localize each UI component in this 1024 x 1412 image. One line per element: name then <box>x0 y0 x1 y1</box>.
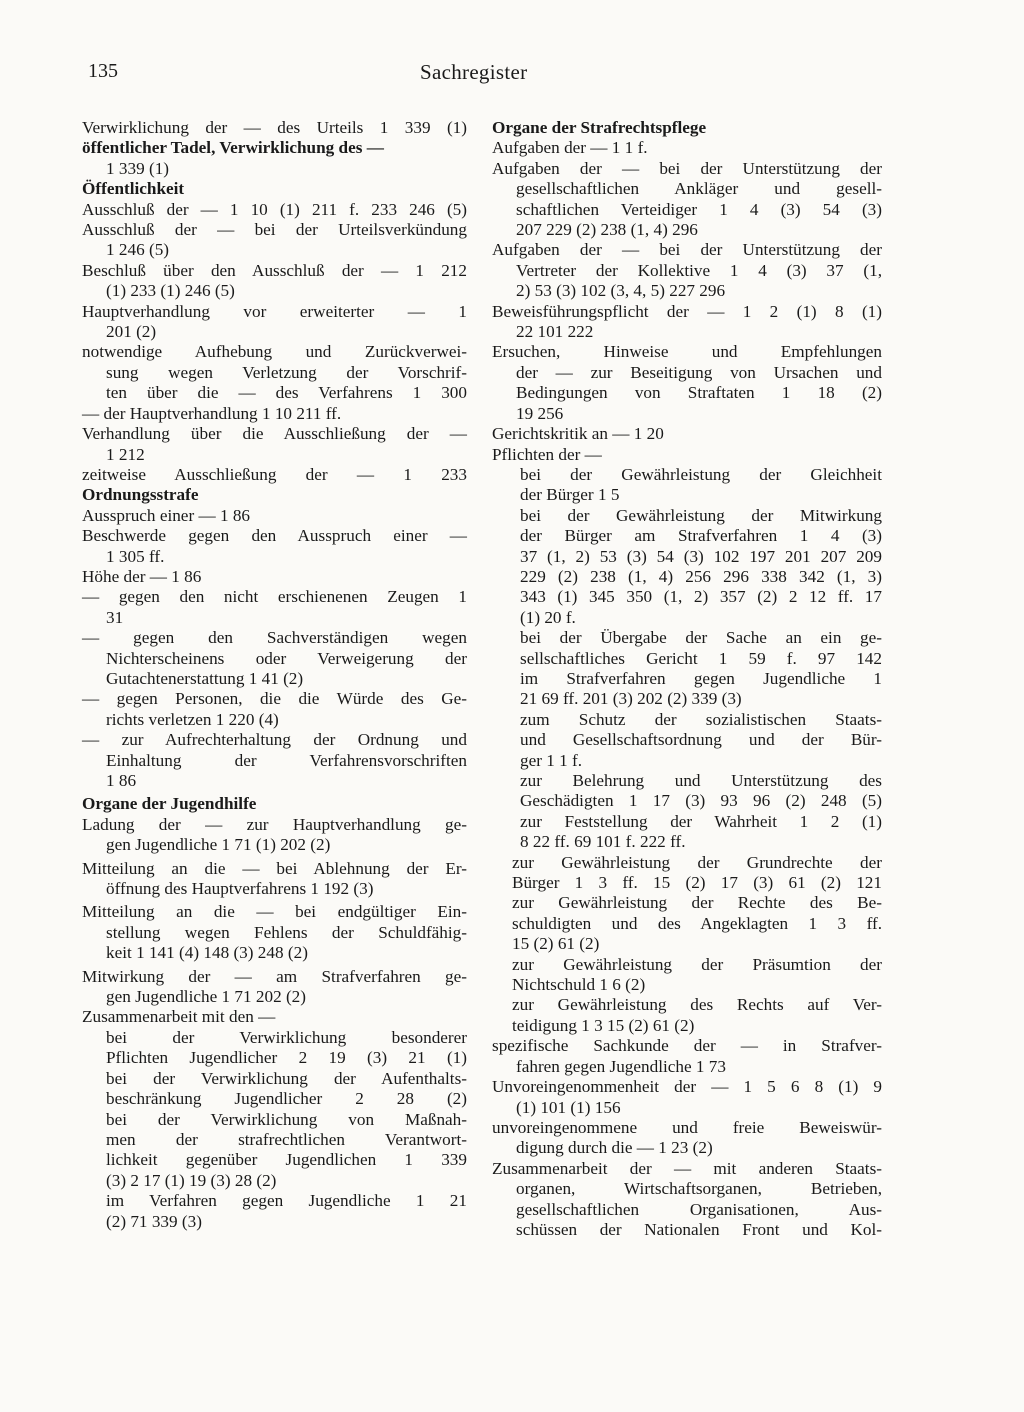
index-line: im Strafverfahren gegen Jugendliche 1 <box>520 668 882 688</box>
index-line: Verwirklichung der — des Urteils 1 339 (1) <box>82 118 467 137</box>
page-number: 135 <box>88 60 118 82</box>
index-line: 1 339 (1) <box>106 158 170 178</box>
index-line: unvoreingenommene und freie Beweiswür- <box>492 1117 882 1137</box>
index-line: im Verfahren gegen Jugendliche 1 21 <box>106 1191 467 1211</box>
index-line: lichkeit gegenüber Jugendlichen 1 339 <box>106 1150 467 1170</box>
index-line: (3) 2 17 (1) 19 (3) 28 (2) <box>106 1170 277 1190</box>
index-line: Beschluß über den Ausschluß der — 1 212 <box>82 260 467 280</box>
index-line: Geschädigten 1 17 (3) 93 96 (2) 248 (5) <box>520 791 882 811</box>
index-line: sellschaftliches Gericht 1 59 f. 97 142 <box>520 648 882 668</box>
index-line: gesellschaftlichen Ankläger und gesell- <box>516 179 882 199</box>
index-line: Ladung der — zur Hauptverhandlung ge- <box>82 814 467 834</box>
index-heading: Ordnungsstrafe <box>82 485 199 505</box>
index-line: 343 (1) 345 350 (1, 2) 357 (2) 2 12 ff. 17 <box>520 587 882 607</box>
index-line: 207 229 (2) 238 (1, 4) 296 <box>516 220 698 240</box>
index-line: der Bürger 1 5 <box>520 485 620 505</box>
index-line: notwendige Aufhebung und Zurückverwei- <box>82 342 467 362</box>
index-line: beschränkung Jugendlicher 2 28 (2) <box>106 1089 467 1109</box>
index-line: (1) 233 (1) 246 (5) <box>106 281 235 301</box>
index-line: (1) 101 (1) 156 <box>516 1097 621 1117</box>
index-line: 8 22 ff. 69 101 f. 222 ff. <box>520 832 686 852</box>
index-line: ger 1 1 f. <box>520 750 583 770</box>
index-line: sung wegen Verletzung der Vorschrif- <box>106 362 467 382</box>
index-line: 1 246 (5) <box>106 240 170 260</box>
index-line: 15 (2) 61 (2) <box>512 934 600 954</box>
index-line: gesellschaftlichen Organisationen, Aus- <box>516 1199 882 1219</box>
index-line: Mitteilung an die — bei Ablehnung der Er- <box>82 858 467 878</box>
index-heading: Organe der Jugendhilfe <box>82 794 257 814</box>
index-line: Einhaltung der Verfahrensvorschriften <box>106 750 467 770</box>
index-line: — gegen Personen, die die Würde des Ge- <box>82 689 467 709</box>
index-line: Bedingungen von Straftaten 1 18 (2) <box>516 383 882 403</box>
index-column-right <box>492 118 882 1240</box>
index-line: 201 (2) <box>106 322 157 342</box>
index-line: 19 256 <box>516 403 564 423</box>
index-line: — gegen den nicht erschienenen Zeugen 1 <box>82 587 467 607</box>
index-line: zur Feststellung der Wahrheit 1 2 (1) <box>520 811 882 831</box>
index-line: bei der Verwirklichung der Aufenthalts- <box>106 1068 467 1088</box>
running-title: Sachregister <box>420 60 528 84</box>
index-line: öffnung des Hauptverfahrens 1 192 (3) <box>106 879 374 899</box>
index-column-left <box>82 118 467 1232</box>
index-line: spezifische Sachkunde der — in Strafver- <box>492 1036 882 1056</box>
index-line: zur Gewährleistung der Grundrechte der <box>512 852 882 872</box>
index-line: 1 212 <box>106 444 145 464</box>
index-line: 1 86 <box>106 771 137 790</box>
index-line: Pflichten der — <box>492 444 602 464</box>
index-line: gen Jugendliche 1 71 202 (2) <box>106 987 306 1007</box>
index-line: (2) 71 339 (3) <box>106 1211 202 1231</box>
index-line: Vertreter der Kollektive 1 4 (3) 37 (1, <box>516 260 882 280</box>
index-line: der — zur Beseitigung von Ursachen und <box>516 362 882 382</box>
index-line: keit 1 141 (4) 148 (3) 248 (2) <box>106 943 308 963</box>
index-line: und Gesellschaftsordnung und der Bür- <box>520 730 882 750</box>
index-line: fahren gegen Jugendliche 1 73 <box>516 1056 726 1076</box>
index-line: 2) 53 (3) 102 (3, 4, 5) 227 296 <box>516 281 726 301</box>
index-line: — der Hauptverhandlung 1 10 211 ff. <box>82 403 342 423</box>
index-line: Ausschluß der — bei der Urteilsverkündung <box>82 220 467 240</box>
index-line: 22 101 222 <box>516 322 594 342</box>
index-heading: Organe der Strafrechtspflege <box>492 118 707 137</box>
index-line: 31 <box>106 607 124 627</box>
index-line: schüssen der Nationalen Front und Kol- <box>516 1219 882 1239</box>
index-line: zeitweise Ausschließung der — 1 233 <box>82 464 467 484</box>
index-line: zur Gewährleistung der Präsumtion der <box>512 954 882 974</box>
index-line: Mitwirkung der — am Strafverfahren ge- <box>82 966 467 986</box>
index-heading: öffentlicher Tadel, Verwirklichung des — <box>82 138 384 158</box>
index-line: zur Gewährleistung des Rechts auf Ver- <box>512 995 882 1015</box>
index-line: Zusammenarbeit der — mit anderen Staats- <box>492 1158 882 1178</box>
index-line: Zusammenarbeit mit den — <box>82 1007 276 1027</box>
index-line: ten über die — des Verfahrens 1 300 <box>106 383 467 403</box>
index-line: zur Gewährleistung der Rechte des Be- <box>512 893 882 913</box>
index-line: der Bürger am Strafverfahren 1 4 (3) <box>520 526 882 546</box>
index-line: bei der Verwirklichung von Maßnah- <box>106 1109 467 1129</box>
index-line: — gegen den Sachverständigen wegen <box>82 628 467 648</box>
index-line: richts verletzen 1 220 (4) <box>106 709 279 729</box>
index-line: bei der Verwirklichung besonderer <box>106 1027 467 1047</box>
index-line: Aufgaben der — bei der Unterstützung der <box>492 158 882 178</box>
index-line: Nichtschuld 1 6 (2) <box>512 975 646 995</box>
index-line: Ersuchen, Hinweise und Empfehlungen <box>492 342 882 362</box>
index-line: Hauptverhandlung vor erweiterter — 1 <box>82 301 467 321</box>
index-line: (1) 20 f. <box>520 607 576 627</box>
index-line: Beweisführungspflicht der — 1 2 (1) 8 (1) <box>492 301 882 321</box>
index-line: Ausspruch einer — 1 86 <box>82 505 251 525</box>
index-line: Aufgaben der — 1 1 f. <box>492 138 648 158</box>
index-line: stellung wegen Fehlens der Schuldfähig- <box>106 922 467 942</box>
index-line: Gutachtenerstattung 1 41 (2) <box>106 668 304 688</box>
index-line: gen Jugendliche 1 71 (1) 202 (2) <box>106 835 331 855</box>
index-line: 1 305 ff. <box>106 546 165 566</box>
index-heading: Öffentlichkeit <box>82 179 185 199</box>
index-line: zur Belehrung und Unterstützung des <box>520 771 882 790</box>
index-line: Bürger 1 3 ff. 15 (2) 17 (3) 61 (2) 121 <box>512 873 882 893</box>
index-line: Ausschluß der — 1 10 (1) 211 f. 233 246 (5) <box>82 199 467 219</box>
index-line: Beschwerde gegen den Ausspruch einer — <box>82 526 467 546</box>
index-line: teidigung 1 3 15 (2) 61 (2) <box>512 1015 695 1035</box>
index-line: zum Schutz der sozialistischen Staats- <box>520 709 882 729</box>
index-line: bei der Übergabe der Sache an ein ge- <box>520 628 882 648</box>
index-line: 37 (1, 2) 53 (3) 54 (3) 102 197 201 207 209 <box>520 546 882 566</box>
index-line: Pflichten Jugendlicher 2 19 (3) 21 (1) <box>106 1048 467 1068</box>
index-line: Unvoreingenommenheit der — 1 5 6 8 (1) 9 <box>492 1077 882 1097</box>
index-line: bei der Gewährleistung der Gleichheit <box>520 464 882 484</box>
index-line: — zur Aufrechterhaltung der Ordnung und <box>82 730 467 750</box>
index-line: 229 (2) 238 (1, 4) 256 296 338 342 (1, 3) <box>520 566 882 586</box>
index-line: men der strafrechtlichen Verantwort- <box>106 1129 467 1149</box>
index-line: Gerichtskritik an — 1 20 <box>492 424 664 444</box>
index-line: bei der Gewährleistung der Mitwirkung <box>520 505 882 525</box>
index-line: Verhandlung über die Ausschließung der — <box>82 424 467 444</box>
index-line: Mitteilung an die — bei endgültiger Ein- <box>82 902 467 922</box>
index-line: Nichterscheinens oder Verweigerung der <box>106 648 467 668</box>
index-line: Höhe der — 1 86 <box>82 566 202 586</box>
index-line: organen, Wirtschaftsorganen, Betrieben, <box>516 1179 882 1199</box>
index-line: schaftlichen Verteidiger 1 4 (3) 54 (3) <box>516 199 882 219</box>
index-line: schuldigten und des Angeklagten 1 3 ff. <box>512 913 882 933</box>
index-line: Aufgaben der — bei der Unterstützung der <box>492 240 882 260</box>
index-line: digung durch die — 1 23 (2) <box>516 1138 713 1158</box>
index-line: 21 69 ff. 201 (3) 202 (2) 339 (3) <box>520 689 742 709</box>
